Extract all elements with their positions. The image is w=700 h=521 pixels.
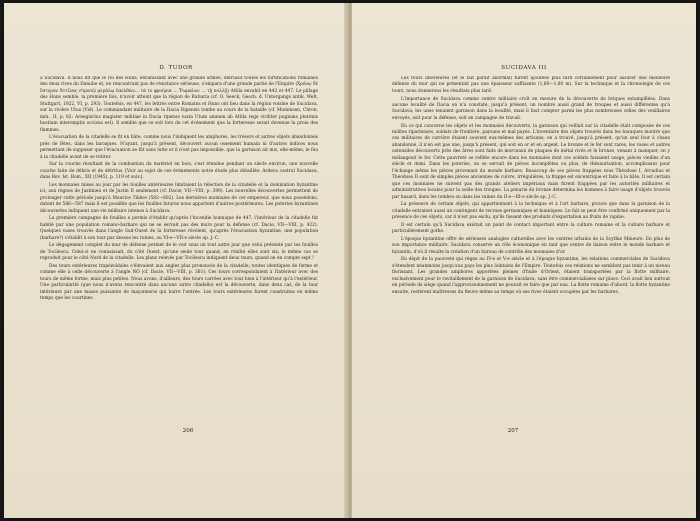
left-paragraph-1: à Sucidava. Il nous dit que le roi des Huns, envahissant avec une grande armée, détruisit toutes les fortifications romaines des deux rives du Danube et, ne rencontrant pas de résistance sérieuse, s'empara d'une grande partie de l'Empire (Χρόνῳ δὲ ὕστερον Ἀττίλας στρατῷ μεγάλῳ ἐπελθὼν... τὰ τε φρούρια ... Ῥωμαίων ... τῇ πολλῇ) Attila envahit en 442 et 447. Le pillage des Huns semble, la première fois, n'avoir atteint que la région de Ratiaria (cf. O. Seeck, Gesch. d. Untergangs antik. Welt, Stuttgart, 1922, VI, p. 293). Toutefois, en 447, les lettres entre Romains et Huns ont lieu dans la région voisine de Sucidava, sur la rivière Utus (Vid). Le commandant militaire de la Dacia Ripensis tombe au cours de la bataille (cf. Mommsen, Chron. min., II, p. 82: Arnegisclus magister militiae in Dacia ripense iuxta Utum amnem ab Attila rege viriliter pugnans plurimis hostium interemptis occisus est). Il semble que ce soit lors de cet événement que la forteresse serait devenue la proie des flammes. [40,76,318,133]
left-paragraph-4: Les monnaies mises au jour par les fouilles antérieures limitaient la rélection de la citadelle et la domination byzantine ici, aux règnes de Justinien et de Justin II seulement (cf. Dacie, VII—VIII, p. 399). Les nouvelles découvertes permettent de prolonger cette période jusqu'à Maurice Tibère (582—602). Les dernières monnaies de cet empereur, que nous possédons, datent de 586—587 mais il est possible que les fouilles futures nous apportent d'autres postérieures. Les poteries byzantines découvertes indiquent une vie militaire intense à Sucidava. [40,182,318,214]
left-page [4,3,348,518]
left-body-text [40,76,318,416]
left-paragraph-3: Sur la couche résultant de la combustion du matériel en bois, s'est étendue pendant un siècle environ, une nouvelle couche faite de débris et de détritus. [Voir au sujet de ces événements notre étude plus détaillée: Ardeva castrul Sucidava, dans Rev. Ist. Rom., XII (1945), p. 119 et suiv.]. [40,162,318,181]
book-spread [4,3,696,518]
left-running-head: D. TUDOR [159,65,193,71]
right-page-number: 207 [507,428,519,434]
right-page [352,3,696,518]
left-paragraph-7: Des tours extérieures trapézoïdales s'élevaient aux angles plus prononcés de la citadelle; toutes identiques de forme et comme elle à celle découverte à l'angle NO (cf. Dacie, VII—VIII, p. 361). Ces tours correspondaient à l'intérieur avec des tours de même forme, mais plus petites. Nous avons, d'ailleurs, des tours carrées avec tout bien à l'intérieur qu'à l'extérieur. Une particularité (que nous n'avons rencontré dans aucune autre citadelle) est la découverte, dans deux cas, de la tour intérieure par une masse puissante de maçonnerie qui barre l'entrée. Les tours extérieures furent construites en même temps que les courtines. [40,263,318,302]
right-paragraph-7: En dépit de la pauvreté qui règne au IV-e et V-e siècle et à l'époque byzantine, les relations commerciales de Sucidava s'étendent néanmoins jusqu'aux pays les plus lointains de l'Empire. Toutefois ces relations ne semblent pas tenir à un niveau florissant. Les grandes amphores apportées pleines d'huile d'Orient, étaient transportées par la flotte militaire, exclusivement pour le ravitaillement de la garnison de Sucidava, sans être commercialisées sur place. Ceci avait lieu surtout en période de siège quand l'approvisionnement ne pouvait se faire que par eau. La flotte romaine d'abord, la flotte byzantine ensuite, restèrent maîtresses du fleuve même au temps où ses rives étaient occupées par les barbares. [392,257,670,295]
right-paragraph-4: La présence de certain objets, qui appartiennent à la technique et à l'art barbare, prouve que dans la garnison de la citadelle entraient aussi un contingent de recrues germaniques et hunniques. Le fait se peut être confirmé uniquement par la présence de ces objets, car il n'est pas exclu, qu'ils fussent des produits d'exportation au fruits de rapine. [392,202,670,221]
left-paragraph-6: Le dégagement complet du mur de défense permet de le voir sous un tout autre jour que celui présenté par les fouilles de Tocilescu. Celui-ci ne connaissait, du côté Ouest, qu'une seule tour quand, en réalité elles sont six; le même cas se reproduit pour le côté Nord de la citadelle. Les plans relevés par Tocilescu indiquent deux tours, quand on en compte sept ! [40,243,318,262]
right-paragraph-2: L'importance de Sucidava comme centre militaire croît en mesure de la découverte de briques estampillées. Dans aucune localité de Dacia on n'a constaté, jusqu'à présent, un nombre aussi grand de troupes et aussi différentes qu'à Sucidava; les unes tenaient garnison dans la localité, mais il faut compter parmi les plus nombreuses celles des vexillaires envoyés, soit pour la défense, soit en campagne de travail. [392,96,670,121]
right-paragraph-5: Il est certain qu'à Sucidava existait un point de contact important entre la culture romaine et la culture barbare et particulièrement gothe. [392,222,670,235]
left-paragraph-5: La première campagne de fouilles a permis d'établir qu'après l'incendie hunnique de 447, l'intérieur de la citadelle fut habité par une population romano-barbare qui ne se servait pas des murs pour la défense (cf. Dacie, VII—VIII, p. 422). Quelques vases trouvés dans l'angle Sud-Ouest de la forteresse révèlent, qu'après l'évacuation byzantine, une population (barbare?) s'établit à son tour par dessus les ruines, au VI-e—VII-e siècle ap. J.-C. [40,216,318,241]
right-paragraph-1: Les tours intérieures (et le fait paraît anormal) furent ajoutées plus tard certainement pour assurer une meilleure défense du mur qui ne présentait pas une épaisseur suffisante (1,60—1,80 m). Sur la technique et la chronologie de ces tours, nous donnerons les résultats plus tard. [392,76,670,94]
right-body-text [392,76,670,416]
right-paragraph-3: En ce qui concerne les objets et les monnaies découverts, la garnison qui veillait sur la citadelle était composée de ces milites riparienses, soldats de frontière, paysans et mal payés. L'inventaire des objets trouvés dans les baraques montre que ces militaires de carrière étaient souvent eux-mêmes des artisans; on a trouvé, jusqu'à présent, qu'un seul four à chaux abandonné, il n'en est pas une, jusqu'à présent, qui soit en or et en argent. Le bronze et le fer sont rares, les vases et autres ustensiles découverts près des âtres sont faits de morceaux de plaques de métal rivés et le bronze, venant à manquer, on y mélangeait le fer. Cette pauvreté se reflète encore dans les monnaies dont ces soldats faisaient usage, pièces vieilles d'un siècle et demi. Dans les poteries, on se servait de pièces incomplètes ou plus, de thésaurisation, accomplissant pour l'échange même les pièces provenant du monde barbare. Beaucoup de ces pièces frappées sous Théodose I, Arcadius et Théodose II sont de simples pièces anciennes de cuivre, irrégulières, la frappe est excentrique et faite à la hâte. Il est certain que ces monnaies ne suivent pas des grands ateliers impériaux mais furent frappées par les autorités militaires et administratives locales pour la solde des troupes. La pénurie du bronze détermina les hommes à faire usage d'objets trouvés par hasard, dans les tombes ou dans les ruines du II-e—III-e siècle ap. J.-C. [392,123,670,200]
left-page-number: 206 [182,428,194,434]
left-paragraph-2: L'évacuation de la citadelle se fit en hâte, comme nous l'indiquent les amphores, les trésors et autres objets abandonnés près de fêtes, dans les baraques. N'ayant, jusqu'à présent, découvert aucun ossement humain ni d'autres indices nous permettant de supposer que l'évacuation se fût sans lutte et il n'est pas impossible, que la garnison ait mis, elle-même, le feu à la citadelle avant de se retirer. [40,135,318,160]
right-paragraph-6: L'époque byzantine offre de sérieuses analogies culturelles avec les centres urbains de la Scythie Mineure. En plus de son importance militaire, Sucidava conserve un rôle économique en tant que centre de liaison entre le monde barbare et byzantin, d'où il résulte la création d'un bureau de contrôle des monnaies d'or. [392,236,670,255]
right-running-head: SUCIDAVA III [501,65,547,71]
